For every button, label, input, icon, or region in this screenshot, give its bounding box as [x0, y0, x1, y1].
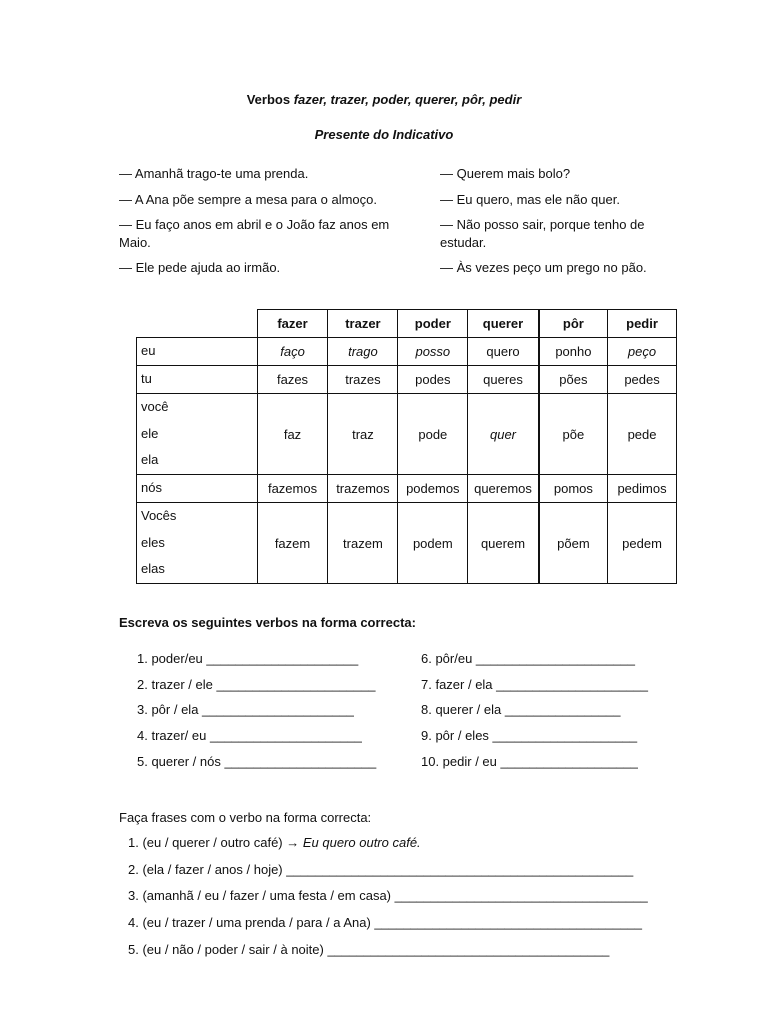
exercise1-item-9[interactable]: 9. pôr / eles ____________________ [421, 728, 638, 743]
table-cell: trazemos [328, 475, 398, 503]
table-pronoun-cell [137, 503, 258, 584]
table-cell: trago [328, 338, 398, 366]
exercise1-item-3[interactable]: 3. pôr / ela _____________________ [137, 702, 354, 717]
table-pronoun-cell [137, 394, 258, 475]
dialogue-right-1: — Querem mais bolo? [440, 166, 571, 181]
exercise2-example [128, 835, 421, 850]
table-cell: pedimos [608, 475, 677, 503]
title-verbs: fazer, trazer, poder, querer, pôr, pedir [293, 92, 522, 107]
table-cell: faz [257, 394, 328, 475]
table-cell: pede [608, 394, 677, 475]
dialogue-right-2: — Eu quero, mas ele não quer. [440, 192, 620, 207]
table-cell: podem [398, 503, 468, 584]
table-cell: querem [468, 503, 539, 584]
exercise2-item-3[interactable]: 3. (amanhã / eu / fazer / uma festa / em casa) ___________________________________ [128, 888, 648, 903]
table-pronoun-cell [137, 475, 258, 503]
exercise1-item-10[interactable]: 10. pedir / eu ___________________ [421, 754, 638, 769]
exercise1-item-7[interactable]: 7. fazer / ela _____________________ [421, 677, 648, 692]
table-cell: pões [539, 366, 608, 394]
pronoun: ele [141, 425, 159, 441]
table-cell: traz [328, 394, 398, 475]
table-cell: podemos [398, 475, 468, 503]
table-cell: pedem [608, 503, 677, 584]
pronoun: você [141, 399, 169, 415]
table-cell: pomos [539, 475, 608, 503]
exercise1-instruction: Escreva os seguintes verbos na forma correcta: [119, 615, 416, 630]
table-cell: queremos [468, 475, 539, 503]
table-cell: quero [468, 338, 539, 366]
conjugation-table [136, 309, 677, 584]
example-answer: Eu quero outro café. [302, 835, 421, 850]
dialogue-right-3: — Não posso sair, porque tenho de estudar. [440, 217, 645, 250]
pronoun: eles [141, 534, 165, 550]
exercise2-item-2[interactable]: 2. (ela / fazer / anos / hoje) ________________________________________________ [128, 862, 634, 877]
table-row [137, 366, 677, 394]
pronoun: Vocês [141, 508, 177, 524]
exercise1-item-5[interactable]: 5. querer / nós _____________________ [137, 754, 377, 769]
table-cell: quer [468, 394, 539, 475]
table-header: pôr [539, 310, 608, 338]
table-cell: trazes [328, 366, 398, 394]
table-cell: queres [468, 366, 539, 394]
exercise1-item-2[interactable]: 2. trazer / ele ______________________ [137, 677, 376, 692]
pronoun: ela [141, 452, 159, 468]
table-cell: peço [608, 338, 677, 366]
table-cell: pode [398, 394, 468, 475]
page-title [0, 92, 768, 107]
table-cell: podes [398, 366, 468, 394]
exercise1-item-6[interactable]: 6. pôr/eu ______________________ [421, 651, 635, 666]
dialogue-left-2: — A Ana põe sempre a mesa para o almoço. [119, 192, 377, 207]
exercise2-instruction: Faça frases com o verbo na forma correcta: [119, 810, 372, 825]
pronoun: elas [141, 561, 165, 577]
exercise2-item-5[interactable]: 5. (eu / não / poder / sair / à noite) _______________________________________ [128, 942, 610, 957]
dialogue-left-3: — Eu faço anos em abril e o João faz anos em Maio. [119, 217, 390, 250]
table-pronoun-cell [137, 366, 258, 394]
table-header: pedir [608, 310, 677, 338]
table-cell: trazem [328, 503, 398, 584]
dialogue-left-1: — Amanhã trago-te uma prenda. [119, 166, 309, 181]
table-row [137, 475, 677, 503]
table-cell: faço [257, 338, 328, 366]
exercise2-item-4[interactable]: 4. (eu / trazer / uma prenda / para / a Ana) _____________________________________ [128, 915, 642, 930]
example-prompt: 1. (eu / querer / outro café) → [128, 835, 303, 850]
table-cell: fazemos [257, 475, 328, 503]
pronoun: eu [141, 343, 156, 359]
exercise1-item-4[interactable]: 4. trazer/ eu _____________________ [137, 728, 362, 743]
dialogue-left-4: — Ele pede ajuda ao irmão. [119, 260, 281, 275]
table-cell: pedes [608, 366, 677, 394]
table-pronoun-cell [137, 338, 258, 366]
table-header-row [137, 310, 677, 338]
table-cell: fazes [257, 366, 328, 394]
table-cell: ponho [539, 338, 608, 366]
table-header: querer [468, 310, 539, 338]
pronoun: nós [141, 480, 162, 496]
page-subtitle: Presente do Indicativo [314, 127, 454, 142]
dialogue-right-4: — Às vezes peço um prego no pão. [440, 260, 647, 275]
exercise1-item-1[interactable]: 1. poder/eu _____________________ [137, 651, 359, 666]
table-corner [137, 310, 258, 338]
table-cell: põem [539, 503, 608, 584]
table-cell: põe [539, 394, 608, 475]
table-cell: fazem [257, 503, 328, 584]
table-header: fazer [257, 310, 328, 338]
table-header: poder [398, 310, 468, 338]
table-row [137, 394, 677, 475]
table-row [137, 338, 677, 366]
exercise1-item-8[interactable]: 8. querer / ela ________________ [421, 702, 621, 717]
title-prefix: Verbos [246, 92, 294, 107]
table-row [137, 503, 677, 584]
table-cell: posso [398, 338, 468, 366]
table-header: trazer [328, 310, 398, 338]
pronoun: tu [141, 371, 152, 387]
